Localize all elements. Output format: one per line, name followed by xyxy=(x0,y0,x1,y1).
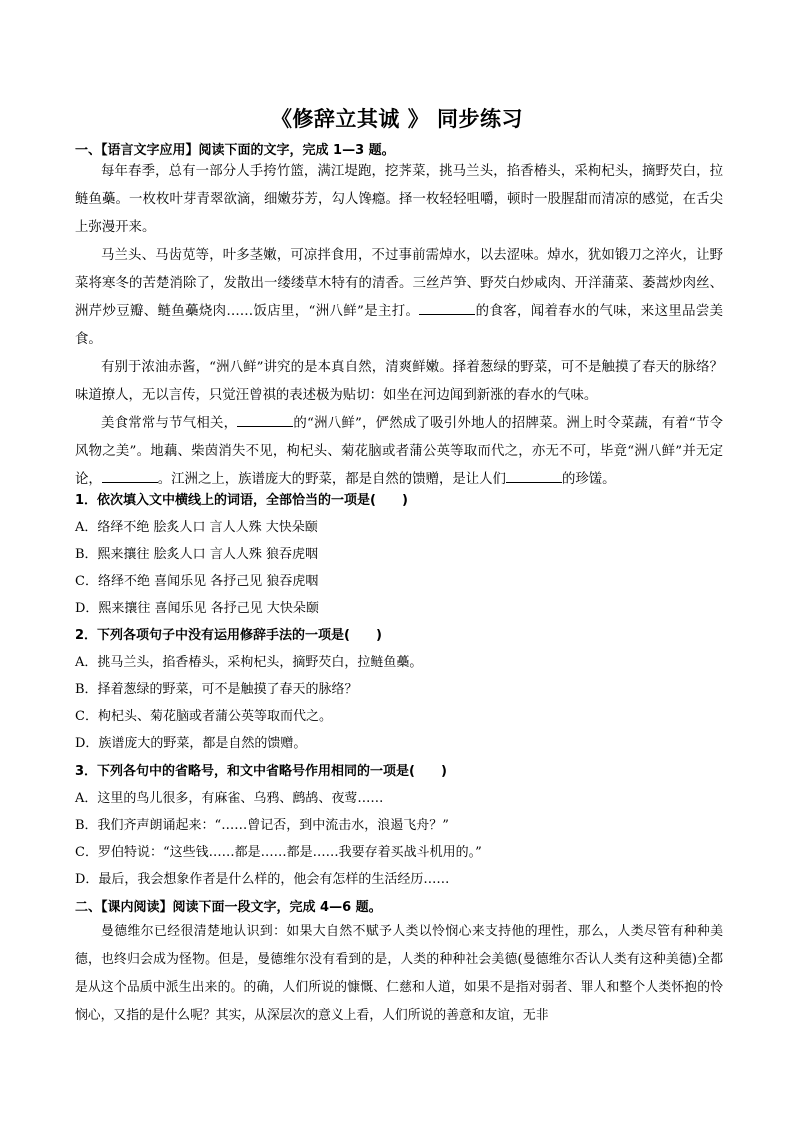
question-1-stem: 1．依次填入文中横线上的词语，全部恰当的一项是( ) xyxy=(75,493,408,508)
question-2-option-c: C．枸杞头、菊花脑或者蒲公英等取而代之。 xyxy=(75,709,332,724)
answer-blank-2 xyxy=(237,414,293,427)
question-2-stem: 2．下列各项句子中没有运用修辞手法的一项是( ) xyxy=(75,628,382,643)
answer-blank-1 xyxy=(419,302,475,315)
question-3-option-d: D．最后，我会想象作者是什么样的，他会有怎样的生活经历…… xyxy=(75,872,450,887)
paragraph-2-text: 马兰头、马齿苋等，叶多茎嫩，可凉拌食用，不过事前需焯水，以去涩味。焯水，犹如锻刀之淬火，让野菜将寒冬的苦楚消除了，发散出一缕缕草木特有的清香。三丝芦笋、野芡白炒咸肉、开洋蒲菜、萎蒿炒肉丝、洲芹炒豆瓣、鲢鱼蘽烧肉……饭店里，“洲八鲜”是主打。 xyxy=(75,248,723,319)
question-3-option-c: C．罗伯特说：“这些钱……都是……都是……我要存着买战斗机用的。” xyxy=(75,845,482,860)
section1-heading: 一、【语言文字应用】阅读下面的文字，完成 1—3 题。 xyxy=(75,143,395,158)
question-1-option-c: C．络绎不绝 喜闻乐见 各抒己见 狼吞虎咽 xyxy=(75,574,319,589)
question-3-stem: 3．下列各句中的省略号，和文中省略号作用相同的一项是( ) xyxy=(75,764,447,779)
paragraph-2-tail: 的食客，闻着春水的气味，来这里品尝美食。 xyxy=(75,304,723,347)
section1-paragraph-4 xyxy=(75,410,723,494)
answer-blank-3 xyxy=(102,470,158,483)
question-2-option-a: A．挑马兰头，掐香椿头，采枸杞头，摘野芡白，拉鲢鱼蘽。 xyxy=(75,655,423,670)
question-1-option-d: D．熙来攘往 喜闻乐见 各抒己见 大快朵颐 xyxy=(75,601,319,616)
paragraph-4-text-d: 的珍馐。 xyxy=(561,472,616,487)
paragraph-4-text-b: 的“洲八鲜”，俨然成了吸引外地人的招牌菜。洲上时令菜蔬，有着“节令风物之美”。地藕、柴茵消失不见，枸杞头、菊花脑或者蒲公英等取而代之，亦无不可，毕竟“洲八鲜”并无定论， xyxy=(75,416,723,487)
question-2-option-b: B．择着葱绿的野菜，可不是触摸了春天的脉络？ xyxy=(75,682,358,697)
question-2-option-d: D．族谱庞大的野菜，都是自然的馈赠。 xyxy=(75,736,307,751)
paragraph-4-text-a: 美食常常与节气相关， xyxy=(101,416,238,431)
question-1-option-a: A．络绎不绝 脍炙人口 言人人殊 大快朵颐 xyxy=(75,520,318,535)
question-1-option-b: B．熙来攘往 脍炙人口 言人人殊 狼吞虎咽 xyxy=(75,547,318,562)
answer-blank-4 xyxy=(506,470,562,483)
section2-heading: 二、【课内阅读】阅读下面一段文字，完成 4—6 题。 xyxy=(75,900,382,915)
section1-paragraph-1: 每年春季，总有一部分人手挎竹篮，满江堤跑，挖荠菜，挑马兰头，掐香椿头，采枸杞头，摘野芡白，拉鲢鱼蘽。一枚枚叶芽青翠欲滴，细嫩芬芳，勾人馋瘾。择一枚轻轻咀嚼，顿时一股腥甜而清凉的感觉，在舌尖上弥漫开来。 xyxy=(75,164,723,235)
question-3-option-a: A．这里的鸟儿很多，有麻雀、乌鸦、鹧鸪、夜莺…… xyxy=(75,791,384,806)
section2-paragraph-1: 曼德维尔已经很清楚地认识到：如果大自然不赋予人类以怜悯心来支持他的理性，那么，人类尽管有种种美德，也终归会成为怪物。但是，曼德维尔没有看到的是，人类的种种社会美德(曼德维尔否认人类有这种美德)全都是从这个品质中派生出来的。的确，人们所说的慷慨、仁慈和人道，如果不是指对弱者、罪人和整个人类怀抱的怜悯心，又指的是什么呢？其实，从深层次的意义上看，人们所说的善意和友谊，无非 xyxy=(75,924,723,1023)
question-3-option-b: B．我们齐声朗诵起来：“……曾记否，到中流击水，浪遏飞舟？” xyxy=(75,818,449,833)
section1-paragraph-2 xyxy=(75,242,723,354)
page-title: 《修辞立其诚 》 同步练习 xyxy=(270,107,524,131)
paragraph-4-text-c: 。江洲之上，族谱庞大的野菜，都是自然的馈赠，是让人们 xyxy=(157,472,506,487)
section1-paragraph-3: 有别于浓油赤酱，“洲八鲜”讲究的是本真自然，清爽鲜嫩。择着葱绿的野菜，可不是触摸了春天的脉络？味道撩人，无以言传，只觉汪曾祺的表述极为贴切：如坐在河边闻到新涨的春水的气味。 xyxy=(75,360,723,403)
